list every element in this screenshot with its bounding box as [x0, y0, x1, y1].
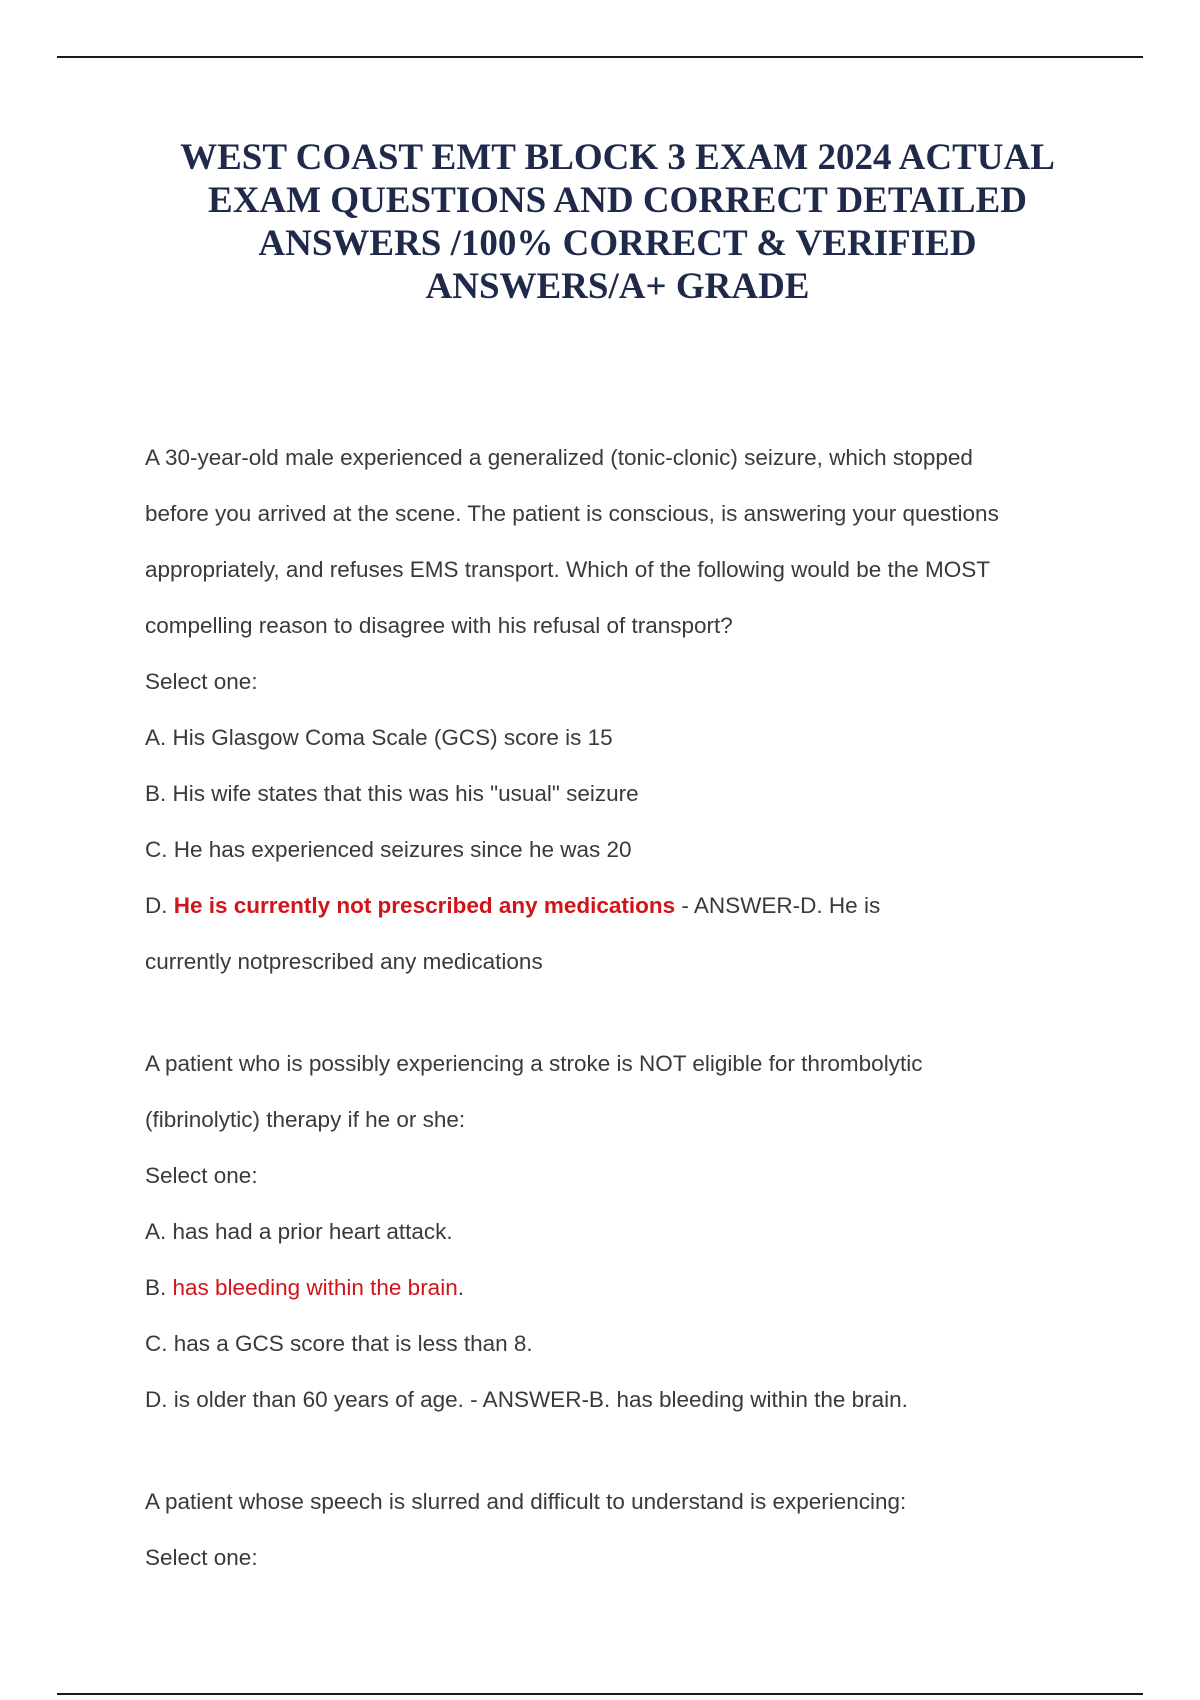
option-c: C. He has experienced seizures since he was 20: [145, 837, 632, 862]
option-d-with-answer: D. is older than 60 years of age. - ANSWER-B. has bleeding within the brain.: [145, 1387, 908, 1412]
select-one-label: Select one:: [145, 1545, 258, 1570]
option-c: C. has a GCS score that is less than 8.: [145, 1331, 533, 1356]
correct-answer-highlight: He is currently not prescribed any medications: [173, 893, 676, 918]
question-spacer: [145, 990, 1075, 1036]
document-title: WEST COAST EMT BLOCK 3 EXAM 2024 ACTUAL EXAM QUESTIONS AND CORRECT DETAILED ANSWERS /100% CORRECT & VERIFIED ANSWERS/A+ GRADE: [180, 137, 1055, 307]
option-a: A. has had a prior heart attack.: [145, 1219, 453, 1244]
question-1: [145, 430, 1075, 990]
question-stem-line: appropriately, and refuses EMS transport. Which of the following would be the MOST: [145, 557, 990, 582]
option-b: [145, 1260, 1075, 1316]
select-one-label: Select one:: [145, 1163, 258, 1188]
option-d: [145, 878, 1075, 934]
question-stem-line: A patient who is possibly experiencing a stroke is NOT eligible for thrombolytic: [145, 1051, 923, 1076]
select-one-label: Select one:: [145, 669, 258, 694]
question-2: [145, 1036, 1075, 1428]
question-stem-line: compelling reason to disagree with his refusal of transport?: [145, 613, 733, 638]
correct-answer-highlight: has bleeding within the brain: [172, 1275, 458, 1300]
option-b-prefix: B.: [145, 1275, 173, 1300]
top-rule: [57, 56, 1143, 58]
question-spacer: [145, 1428, 1075, 1474]
question-stem-line: (fibrinolytic) therapy if he or she:: [145, 1107, 466, 1132]
question-stem-line: A patient whose speech is slurred and difficult to understand is experiencing:: [145, 1489, 907, 1514]
bottom-rule: [57, 1693, 1143, 1695]
question-3: [145, 1474, 1075, 1586]
question-stem-line: before you arrived at the scene. The patient is conscious, is answering your questions: [145, 501, 999, 526]
answer-inline: - ANSWER-D. He is: [675, 893, 881, 918]
option-b-suffix: .: [457, 1275, 464, 1300]
answer-continuation: currently notprescribed any medications: [145, 949, 543, 974]
option-b: B. His wife states that this was his "usual" seizure: [145, 781, 639, 806]
option-d-prefix: D.: [145, 893, 168, 918]
question-content: [145, 430, 1075, 1586]
option-a: A. His Glasgow Coma Scale (GCS) score is 15: [145, 725, 613, 750]
question-stem-line: A 30-year-old male experienced a generalized (tonic-clonic) seizure, which stopped: [145, 445, 973, 470]
